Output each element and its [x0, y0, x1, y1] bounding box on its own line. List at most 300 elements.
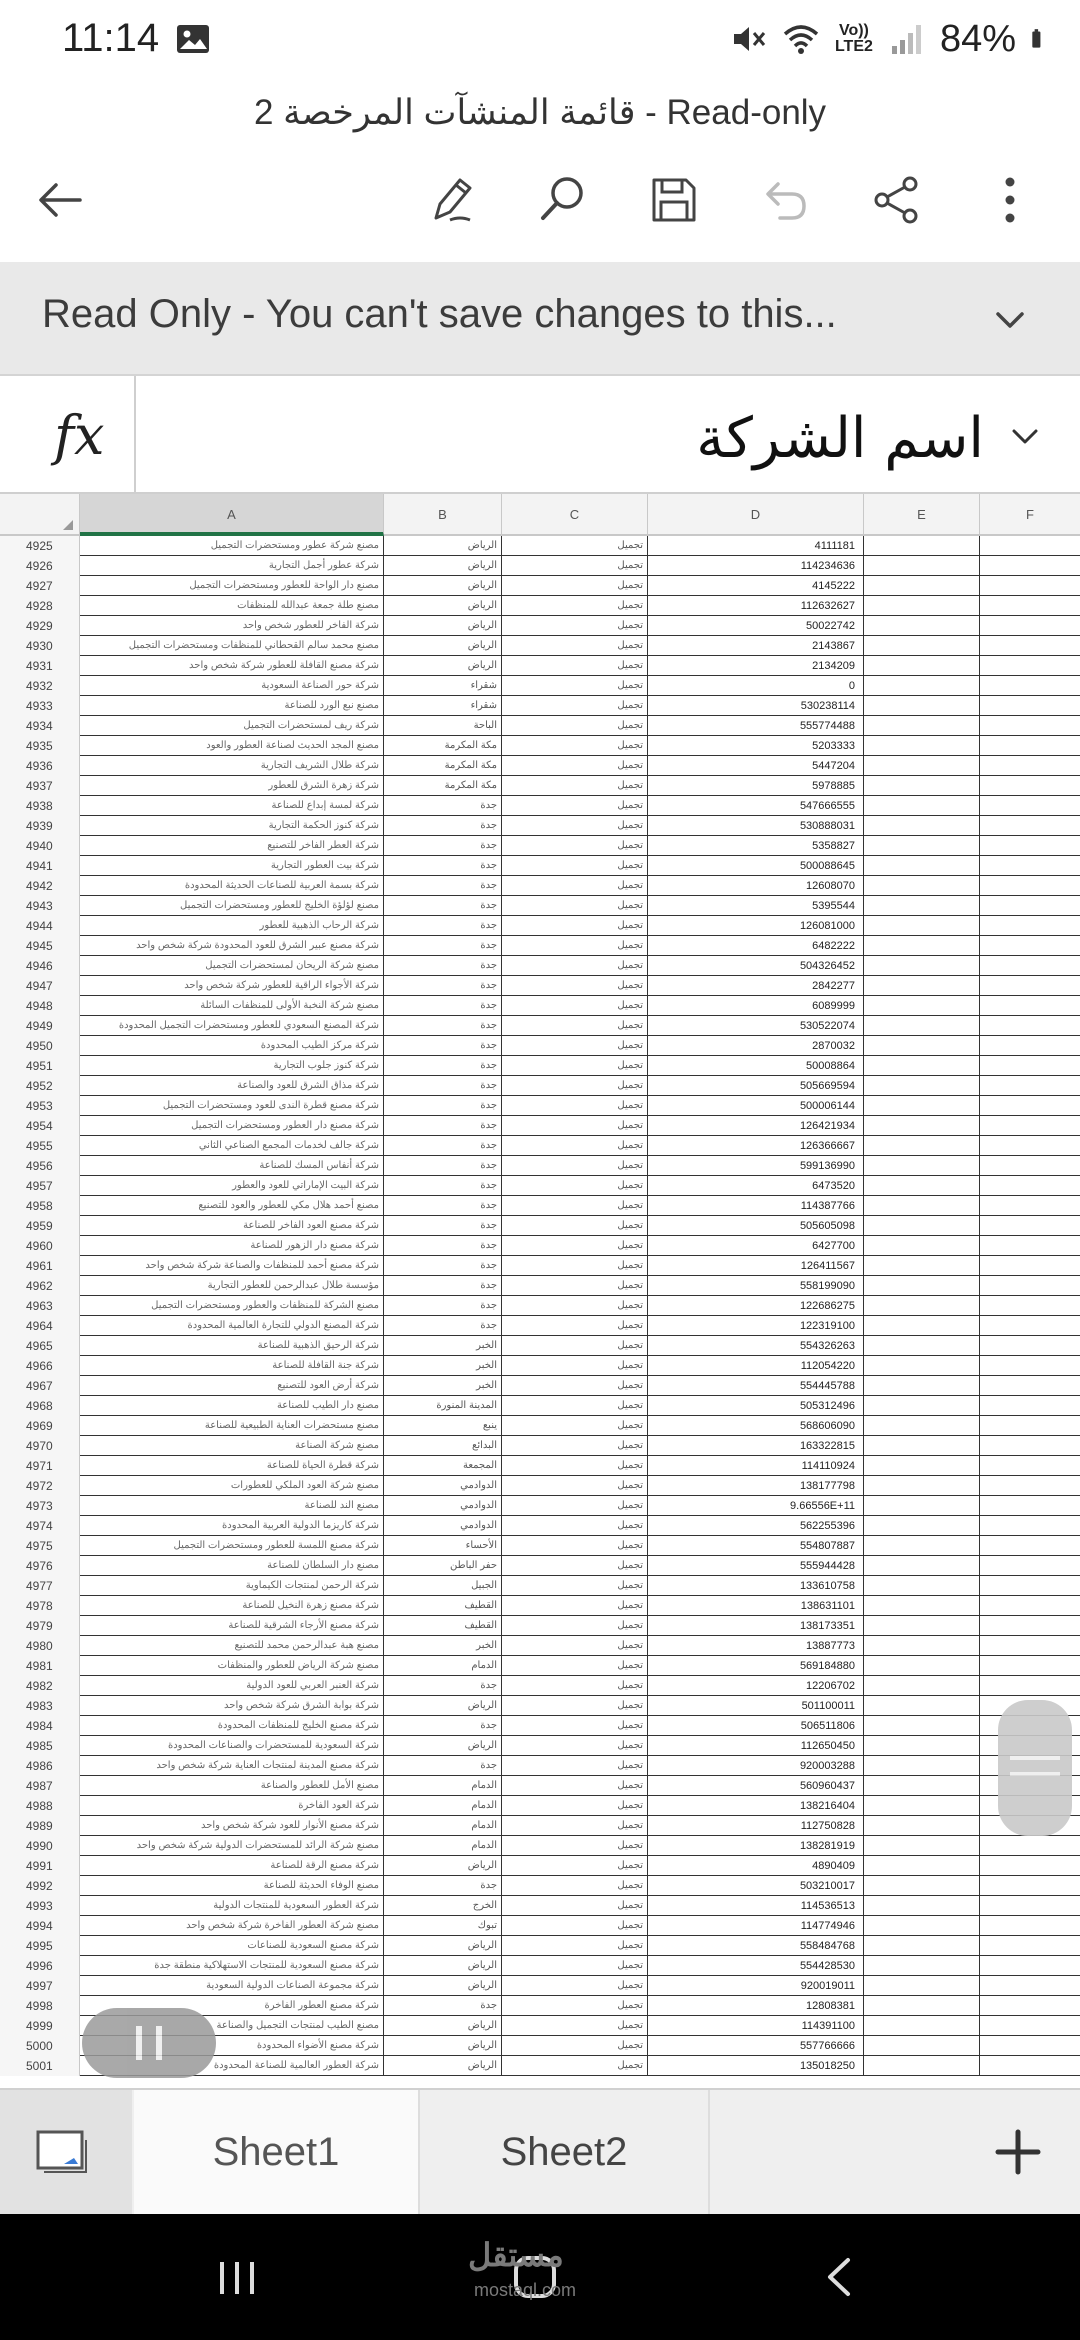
cell-phone[interactable]: 50008864 — [648, 1056, 864, 1076]
cell-company-name[interactable]: مصنع دار الواحة للعطور ومستحضرات التجميل — [80, 576, 384, 596]
cell-empty-e[interactable] — [864, 1996, 980, 2016]
cell-city[interactable]: الباحة — [384, 716, 502, 736]
cell-company-name[interactable]: مصنع شركة الصناعة — [80, 1436, 384, 1456]
cell-company-name[interactable]: شركة كاريزما الدولية العربية المحدودة — [80, 1516, 384, 1536]
cell-empty-e[interactable] — [864, 2016, 980, 2036]
cell-empty-f[interactable] — [980, 1616, 1080, 1636]
row-number[interactable]: 4991 — [0, 1856, 80, 1876]
cell-phone[interactable]: 135018250 — [648, 2056, 864, 2076]
cell-phone[interactable]: 122319100 — [648, 1316, 864, 1336]
cell-empty-e[interactable] — [864, 1776, 980, 1796]
cell-empty-e[interactable] — [864, 676, 980, 696]
cell-city[interactable]: الدمام — [384, 1656, 502, 1676]
cell-city[interactable]: جدة — [384, 1156, 502, 1176]
sheet-switcher-button[interactable] — [0, 2090, 132, 2214]
cell-empty-f[interactable] — [980, 1276, 1080, 1296]
cell-category[interactable]: تجميل — [502, 1736, 648, 1756]
cell-empty-f[interactable] — [980, 556, 1080, 576]
cell-phone[interactable]: 9.66556E+11 — [648, 1496, 864, 1516]
cell-company-name[interactable]: شركة مصنع العطور الفاخرة — [80, 1996, 384, 2016]
cell-phone[interactable]: 554445788 — [648, 1376, 864, 1396]
cell-phone[interactable]: 547666555 — [648, 796, 864, 816]
cell-category[interactable]: تجميل — [502, 756, 648, 776]
cell-city[interactable]: الدوادمي — [384, 1516, 502, 1536]
cell-company-name[interactable]: شركة كنوز جلوب التجارية — [80, 1056, 384, 1076]
cell-empty-f[interactable] — [980, 2036, 1080, 2056]
cell-city[interactable]: الدمام — [384, 1796, 502, 1816]
cell-category[interactable]: تجميل — [502, 916, 648, 936]
cell-empty-f[interactable] — [980, 616, 1080, 636]
cell-city[interactable]: جدة — [384, 896, 502, 916]
cell-category[interactable]: تجميل — [502, 1596, 648, 1616]
row-number[interactable]: 4988 — [0, 1796, 80, 1816]
read-only-banner[interactable] — [0, 262, 1080, 376]
cell-category[interactable]: تجميل — [502, 976, 648, 996]
cell-empty-f[interactable] — [980, 776, 1080, 796]
cell-city[interactable]: المدينة المنورة — [384, 1396, 502, 1416]
row-number[interactable]: 5001 — [0, 2056, 80, 2076]
cell-city[interactable]: الخرج — [384, 1896, 502, 1916]
cell-empty-f[interactable] — [980, 896, 1080, 916]
row-number[interactable]: 4969 — [0, 1416, 80, 1436]
cell-company-name[interactable]: شركة مصنع الأرجاء الشرقية للصناعة — [80, 1616, 384, 1636]
cell-empty-f[interactable] — [980, 1536, 1080, 1556]
cell-category[interactable]: تجميل — [502, 1656, 648, 1676]
cell-city[interactable]: تبوك — [384, 1916, 502, 1936]
cell-category[interactable]: تجميل — [502, 616, 648, 636]
cell-empty-e[interactable] — [864, 876, 980, 896]
search-icon[interactable] — [534, 172, 590, 228]
row-number[interactable]: 4970 — [0, 1436, 80, 1456]
row-number[interactable]: 4977 — [0, 1576, 80, 1596]
cell-empty-e[interactable] — [864, 736, 980, 756]
cell-phone[interactable]: 530238114 — [648, 696, 864, 716]
cell-company-name[interactable]: مصنع شركة الريحان لمستحضرات التجميل — [80, 956, 384, 976]
cell-empty-e[interactable] — [864, 1696, 980, 1716]
cell-city[interactable]: الرياض — [384, 2016, 502, 2036]
cell-company-name[interactable]: شركة مصنع المدينة لمنتجات العناية شركة شخص واحد — [80, 1756, 384, 1776]
cell-phone[interactable]: 126411567 — [648, 1256, 864, 1276]
cell-empty-e[interactable] — [864, 1216, 980, 1236]
cell-phone[interactable]: 503210017 — [648, 1876, 864, 1896]
cell-category[interactable]: تجميل — [502, 1336, 648, 1356]
cell-company-name[interactable]: شركة مصنع السعودية للصناعات — [80, 1936, 384, 1956]
cell-empty-e[interactable] — [864, 1256, 980, 1276]
cell-company-name[interactable]: مصنع المجد الحديث لصناعة العطور والعود — [80, 736, 384, 756]
cell-category[interactable]: تجميل — [502, 856, 648, 876]
row-number[interactable]: 4932 — [0, 676, 80, 696]
cell-empty-f[interactable] — [980, 856, 1080, 876]
row-number[interactable]: 4952 — [0, 1076, 80, 1096]
row-number[interactable]: 4941 — [0, 856, 80, 876]
cell-empty-f[interactable] — [980, 1136, 1080, 1156]
cell-phone[interactable]: 5203333 — [648, 736, 864, 756]
cell-company-name[interactable]: مصنع دار الطيب للصناعة — [80, 1396, 384, 1416]
cell-empty-f[interactable] — [980, 696, 1080, 716]
cell-city[interactable]: جدة — [384, 1216, 502, 1236]
cell-phone[interactable]: 501100011 — [648, 1696, 864, 1716]
cell-company-name[interactable]: شركة مصنع أحمد للمنظفات والصناعة شركة شخص واحد — [80, 1256, 384, 1276]
row-number[interactable]: 4947 — [0, 976, 80, 996]
cell-empty-f[interactable] — [980, 2056, 1080, 2076]
cell-empty-f[interactable] — [980, 1856, 1080, 1876]
formula-input[interactable]: اسم الشركة — [696, 406, 984, 471]
cell-empty-e[interactable] — [864, 936, 980, 956]
cell-category[interactable]: تجميل — [502, 1416, 648, 1436]
cell-city[interactable]: مكة المكرمة — [384, 776, 502, 796]
cell-phone[interactable]: 4890409 — [648, 1856, 864, 1876]
cell-city[interactable]: جدة — [384, 956, 502, 976]
cell-empty-e[interactable] — [864, 1456, 980, 1476]
cell-company-name[interactable]: مصنع محمد سالم القحطاني للمنظفات ومستحضرات التجميل — [80, 636, 384, 656]
cell-company-name[interactable]: شركة مصنع عبير الشرق للعود المحدودة شركة شخص واحد — [80, 936, 384, 956]
cell-empty-e[interactable] — [864, 1716, 980, 1736]
cell-category[interactable]: تجميل — [502, 1176, 648, 1196]
cell-empty-f[interactable] — [980, 1896, 1080, 1916]
cell-phone[interactable]: 114234636 — [648, 556, 864, 576]
cell-phone[interactable]: 114536513 — [648, 1896, 864, 1916]
cell-category[interactable]: تجميل — [502, 1696, 648, 1716]
cell-company-name[interactable]: شركة عطور أجمل التجارية — [80, 556, 384, 576]
cell-company-name[interactable]: شركة مصنع دار العطور ومستحضرات التجميل — [80, 1116, 384, 1136]
cell-category[interactable]: تجميل — [502, 2036, 648, 2056]
cell-category[interactable]: تجميل — [502, 1096, 648, 1116]
cell-phone[interactable]: 114110924 — [648, 1456, 864, 1476]
cell-empty-e[interactable] — [864, 1636, 980, 1656]
cell-phone[interactable]: 505669594 — [648, 1076, 864, 1096]
cell-empty-f[interactable] — [980, 1296, 1080, 1316]
cell-company-name[interactable]: شركة الرحاب الذهبية للعطور — [80, 916, 384, 936]
cell-empty-f[interactable] — [980, 536, 1080, 556]
cell-city[interactable]: جدة — [384, 876, 502, 896]
cell-empty-e[interactable] — [864, 1916, 980, 1936]
cell-empty-f[interactable] — [980, 916, 1080, 936]
cell-empty-f[interactable] — [980, 1576, 1080, 1596]
cell-city[interactable]: جدة — [384, 1676, 502, 1696]
cell-city[interactable]: الخبر — [384, 1336, 502, 1356]
cell-company-name[interactable]: مصنع شركة العود الملكي للعطورات — [80, 1476, 384, 1496]
cell-phone[interactable]: 50022742 — [648, 616, 864, 636]
cell-phone[interactable]: 505312496 — [648, 1396, 864, 1416]
row-number[interactable]: 4936 — [0, 756, 80, 776]
cell-city[interactable]: البدائع — [384, 1436, 502, 1456]
row-number[interactable]: 4981 — [0, 1656, 80, 1676]
row-number[interactable]: 4997 — [0, 1976, 80, 1996]
cell-city[interactable]: جدة — [384, 1196, 502, 1216]
cell-empty-e[interactable] — [864, 1836, 980, 1856]
cell-category[interactable]: تجميل — [502, 1396, 648, 1416]
cell-city[interactable]: الرياض — [384, 556, 502, 576]
cell-city[interactable]: جدة — [384, 816, 502, 836]
cell-empty-e[interactable] — [864, 1036, 980, 1056]
cell-empty-e[interactable] — [864, 536, 980, 556]
cell-company-name[interactable]: شركة مصنع القافلة للعطور شركة شخص واحد — [80, 656, 384, 676]
cell-city[interactable]: جدة — [384, 1136, 502, 1156]
cell-company-name[interactable]: شركة السعودية للمستحضرات والصناعات المحدودة — [80, 1736, 384, 1756]
cell-phone[interactable]: 12608070 — [648, 876, 864, 896]
cell-phone[interactable]: 122686275 — [648, 1296, 864, 1316]
cell-empty-f[interactable] — [980, 576, 1080, 596]
row-number[interactable]: 4962 — [0, 1276, 80, 1296]
cell-company-name[interactable]: شركة مصنع السعودية للمنتجات الاستهلاكية منطقة جدة — [80, 1956, 384, 1976]
row-number[interactable]: 4967 — [0, 1376, 80, 1396]
cell-city[interactable]: الرياض — [384, 616, 502, 636]
cell-company-name[interactable]: شركة مجموعة الصناعات الدولية السعودية — [80, 1976, 384, 1996]
cell-city[interactable]: الرياض — [384, 2036, 502, 2056]
cell-category[interactable]: تجميل — [502, 1316, 648, 1336]
row-number[interactable]: 4955 — [0, 1136, 80, 1156]
row-number[interactable]: 4925 — [0, 536, 80, 556]
cell-company-name[interactable]: شركة المصنع السعودي للعطور ومستحضرات التجميل المحدودة — [80, 1016, 384, 1036]
cell-city[interactable]: الخبر — [384, 1356, 502, 1376]
cell-empty-f[interactable] — [980, 1156, 1080, 1176]
cell-company-name[interactable]: شركة أرض العود للتصنيع — [80, 1376, 384, 1396]
cell-company-name[interactable]: شركة بوابة الشرق شركة شخص واحد — [80, 1696, 384, 1716]
cell-city[interactable]: القطيف — [384, 1616, 502, 1636]
cell-phone[interactable]: 114774946 — [648, 1916, 864, 1936]
cell-city[interactable]: القطيف — [384, 1596, 502, 1616]
cell-empty-f[interactable] — [980, 1116, 1080, 1136]
cell-phone[interactable]: 13887773 — [648, 1636, 864, 1656]
cell-empty-f[interactable] — [980, 1836, 1080, 1856]
cell-city[interactable]: جدة — [384, 1096, 502, 1116]
cell-category[interactable]: تجميل — [502, 956, 648, 976]
cell-phone[interactable]: 126421934 — [648, 1116, 864, 1136]
column-header-d[interactable]: D — [648, 494, 864, 536]
cell-category[interactable]: تجميل — [502, 736, 648, 756]
cell-empty-f[interactable] — [980, 1596, 1080, 1616]
row-number[interactable]: 4935 — [0, 736, 80, 756]
cell-empty-e[interactable] — [864, 636, 980, 656]
cell-company-name[interactable]: شركة العطر الفاخر للتصنيع — [80, 836, 384, 856]
tab-sheet1[interactable]: Sheet1 — [134, 2090, 420, 2214]
cell-phone[interactable]: 530888031 — [648, 816, 864, 836]
cell-empty-e[interactable] — [864, 1336, 980, 1356]
cell-city[interactable]: الرياض — [384, 1936, 502, 1956]
row-number[interactable]: 4951 — [0, 1056, 80, 1076]
cell-company-name[interactable]: شركة مصنع الرقة للصناعة — [80, 1856, 384, 1876]
cell-category[interactable]: تجميل — [502, 676, 648, 696]
cell-city[interactable]: الرياض — [384, 1736, 502, 1756]
cell-category[interactable]: تجميل — [502, 1276, 648, 1296]
cell-empty-e[interactable] — [864, 1296, 980, 1316]
cell-empty-f[interactable] — [980, 2016, 1080, 2036]
row-number[interactable]: 4959 — [0, 1216, 80, 1236]
cell-city[interactable]: جدة — [384, 1316, 502, 1336]
cell-empty-e[interactable] — [864, 1476, 980, 1496]
cell-phone[interactable]: 554326263 — [648, 1336, 864, 1356]
cell-empty-f[interactable] — [980, 1516, 1080, 1536]
cell-phone[interactable]: 530522074 — [648, 1016, 864, 1036]
cell-category[interactable]: تجميل — [502, 656, 648, 676]
cell-category[interactable]: تجميل — [502, 836, 648, 856]
cell-category[interactable]: تجميل — [502, 1616, 648, 1636]
cell-company-name[interactable]: شركة مذاق الشرق للعود والصناعة — [80, 1076, 384, 1096]
cell-category[interactable]: تجميل — [502, 1856, 648, 1876]
cell-company-name[interactable]: شركة الرحيق الذهبية للصناعة — [80, 1336, 384, 1356]
row-number[interactable]: 4968 — [0, 1396, 80, 1416]
cell-empty-f[interactable] — [980, 836, 1080, 856]
cell-empty-f[interactable] — [980, 796, 1080, 816]
cell-city[interactable]: جدة — [384, 936, 502, 956]
cell-phone[interactable]: 560960437 — [648, 1776, 864, 1796]
cell-city[interactable]: جدة — [384, 996, 502, 1016]
row-number[interactable]: 4965 — [0, 1336, 80, 1356]
row-number[interactable]: 4931 — [0, 656, 80, 676]
cell-empty-f[interactable] — [980, 876, 1080, 896]
cell-category[interactable]: تجميل — [502, 1556, 648, 1576]
cell-city[interactable]: جدة — [384, 1876, 502, 1896]
cell-empty-e[interactable] — [864, 1576, 980, 1596]
row-number[interactable]: 4995 — [0, 1936, 80, 1956]
cell-empty-e[interactable] — [864, 976, 980, 996]
column-header-c[interactable]: C — [502, 494, 648, 536]
row-number[interactable]: 4948 — [0, 996, 80, 1016]
cell-company-name[interactable]: شركة مصنع اللمسة للعطور ومستحضرات التجميل — [80, 1536, 384, 1556]
cell-phone[interactable]: 505605098 — [648, 1216, 864, 1236]
cell-city[interactable]: الرياض — [384, 1856, 502, 1876]
row-number[interactable]: 4933 — [0, 696, 80, 716]
cell-empty-f[interactable] — [980, 1876, 1080, 1896]
cell-category[interactable]: تجميل — [502, 876, 648, 896]
cell-company-name[interactable]: مؤسسة طلال عبدالرحمن للعطور التجارية — [80, 1276, 384, 1296]
row-number[interactable]: 4996 — [0, 1956, 80, 1976]
row-number[interactable]: 4975 — [0, 1536, 80, 1556]
row-number[interactable]: 4982 — [0, 1676, 80, 1696]
cell-category[interactable]: تجميل — [502, 1476, 648, 1496]
more-options-icon[interactable] — [982, 172, 1038, 228]
cell-category[interactable]: تجميل — [502, 1896, 648, 1916]
cell-category[interactable]: تجميل — [502, 556, 648, 576]
cell-company-name[interactable]: شركة جالف لخدمات المجمع الصناعي الثاني — [80, 1136, 384, 1156]
row-number[interactable]: 4957 — [0, 1176, 80, 1196]
cell-empty-e[interactable] — [864, 1116, 980, 1136]
cell-empty-f[interactable] — [980, 1636, 1080, 1656]
cell-empty-f[interactable] — [980, 596, 1080, 616]
cell-phone[interactable]: 500006144 — [648, 1096, 864, 1116]
recent-apps-icon[interactable] — [212, 2252, 262, 2302]
cell-empty-e[interactable] — [864, 916, 980, 936]
cell-category[interactable]: تجميل — [502, 996, 648, 1016]
cell-company-name[interactable]: شركة مصنع الخليج للمنظفات المحدودة — [80, 1716, 384, 1736]
cell-city[interactable]: ينبع — [384, 1416, 502, 1436]
cell-company-name[interactable]: مصنع شركة الرياض للعطور والمنظفات — [80, 1656, 384, 1676]
column-header-f[interactable]: F — [1026, 507, 1034, 522]
cell-city[interactable]: جدة — [384, 796, 502, 816]
cell-category[interactable]: تجميل — [502, 1976, 648, 1996]
row-number[interactable]: 4999 — [0, 2016, 80, 2036]
cell-empty-f[interactable] — [980, 1016, 1080, 1036]
cell-empty-e[interactable] — [864, 756, 980, 776]
cell-empty-f[interactable] — [980, 1056, 1080, 1076]
cell-category[interactable]: تجميل — [502, 1756, 648, 1776]
cell-category[interactable]: تجميل — [502, 1376, 648, 1396]
cell-empty-e[interactable] — [864, 776, 980, 796]
cell-category[interactable]: تجميل — [502, 1996, 648, 2016]
row-number[interactable]: 4985 — [0, 1736, 80, 1756]
tab-sheet2[interactable]: Sheet2 — [420, 2090, 710, 2214]
cell-category[interactable]: تجميل — [502, 1256, 648, 1276]
cell-phone[interactable]: 5395544 — [648, 896, 864, 916]
cell-category[interactable]: تجميل — [502, 1796, 648, 1816]
cell-category[interactable]: تجميل — [502, 1516, 648, 1536]
row-number[interactable]: 4943 — [0, 896, 80, 916]
cell-city[interactable]: الجبيل — [384, 1576, 502, 1596]
cell-empty-f[interactable] — [980, 656, 1080, 676]
cell-phone[interactable]: 126366667 — [648, 1136, 864, 1156]
row-number[interactable]: 4953 — [0, 1096, 80, 1116]
cell-company-name[interactable]: شركة بسمة العربية للصناعات الحديثة المحدودة — [80, 876, 384, 896]
cell-empty-f[interactable] — [980, 1336, 1080, 1356]
cell-empty-f[interactable] — [980, 1176, 1080, 1196]
cell-company-name[interactable]: شركة الفاخر للعطور شخص واحد — [80, 616, 384, 636]
cell-company-name[interactable]: شركة البيت الإماراتي للعود والعطور — [80, 1176, 384, 1196]
cell-empty-e[interactable] — [864, 716, 980, 736]
cell-category[interactable]: تجميل — [502, 2056, 648, 2076]
cell-city[interactable]: جدة — [384, 1176, 502, 1196]
row-number[interactable]: 4927 — [0, 576, 80, 596]
cell-empty-e[interactable] — [864, 1736, 980, 1756]
cell-empty-e[interactable] — [864, 1816, 980, 1836]
cell-empty-f[interactable] — [980, 1096, 1080, 1116]
cell-company-name[interactable]: شركة مصنع الأنوار للعود شركة شخص واحد — [80, 1816, 384, 1836]
row-number[interactable]: 4986 — [0, 1756, 80, 1776]
cell-city[interactable]: شقراء — [384, 676, 502, 696]
cell-phone[interactable]: 920019011 — [648, 1976, 864, 1996]
back-arrow-icon[interactable] — [32, 172, 88, 228]
row-number[interactable]: 4942 — [0, 876, 80, 896]
cell-empty-f[interactable] — [980, 1376, 1080, 1396]
cell-empty-e[interactable] — [864, 1196, 980, 1216]
cell-empty-e[interactable] — [864, 796, 980, 816]
cell-phone[interactable]: 557766666 — [648, 2036, 864, 2056]
row-number[interactable]: 4984 — [0, 1716, 80, 1736]
cell-company-name[interactable]: شركة العنبر العربي للعود الدولية — [80, 1676, 384, 1696]
cell-company-name[interactable]: شركة مصنع دار الزهور للصناعة — [80, 1236, 384, 1256]
cell-empty-f[interactable] — [980, 956, 1080, 976]
select-all-corner[interactable] — [0, 494, 80, 536]
row-number[interactable]: 4972 — [0, 1476, 80, 1496]
row-number[interactable]: 4961 — [0, 1256, 80, 1276]
row-number[interactable]: 4938 — [0, 796, 80, 816]
cell-company-name[interactable]: شركة العود الفاخرة — [80, 1796, 384, 1816]
cell-phone[interactable]: 114391100 — [648, 2016, 864, 2036]
cell-city[interactable]: الدوادمي — [384, 1496, 502, 1516]
cell-city[interactable]: جدة — [384, 1296, 502, 1316]
cell-empty-e[interactable] — [864, 1416, 980, 1436]
cell-category[interactable]: تجميل — [502, 1636, 648, 1656]
cell-city[interactable]: جدة — [384, 1076, 502, 1096]
spreadsheet-grid[interactable] — [0, 494, 1080, 2088]
cell-empty-f[interactable] — [980, 1316, 1080, 1336]
cell-category[interactable]: تجميل — [502, 2016, 648, 2036]
cell-phone[interactable]: 5358827 — [648, 836, 864, 856]
cell-phone[interactable]: 112750828 — [648, 1816, 864, 1836]
cell-phone[interactable]: 599136990 — [648, 1156, 864, 1176]
cell-empty-f[interactable] — [980, 676, 1080, 696]
row-number[interactable]: 4992 — [0, 1876, 80, 1896]
cell-phone[interactable]: 558484768 — [648, 1936, 864, 1956]
cell-empty-f[interactable] — [980, 1656, 1080, 1676]
cell-empty-e[interactable] — [864, 576, 980, 596]
row-number[interactable]: 4926 — [0, 556, 80, 576]
cell-empty-f[interactable] — [980, 816, 1080, 836]
cell-city[interactable]: جدة — [384, 1996, 502, 2016]
cell-city[interactable]: الرياض — [384, 2056, 502, 2076]
cell-phone[interactable]: 112650450 — [648, 1736, 864, 1756]
cell-phone[interactable]: 12808381 — [648, 1996, 864, 2016]
cell-empty-e[interactable] — [864, 1136, 980, 1156]
